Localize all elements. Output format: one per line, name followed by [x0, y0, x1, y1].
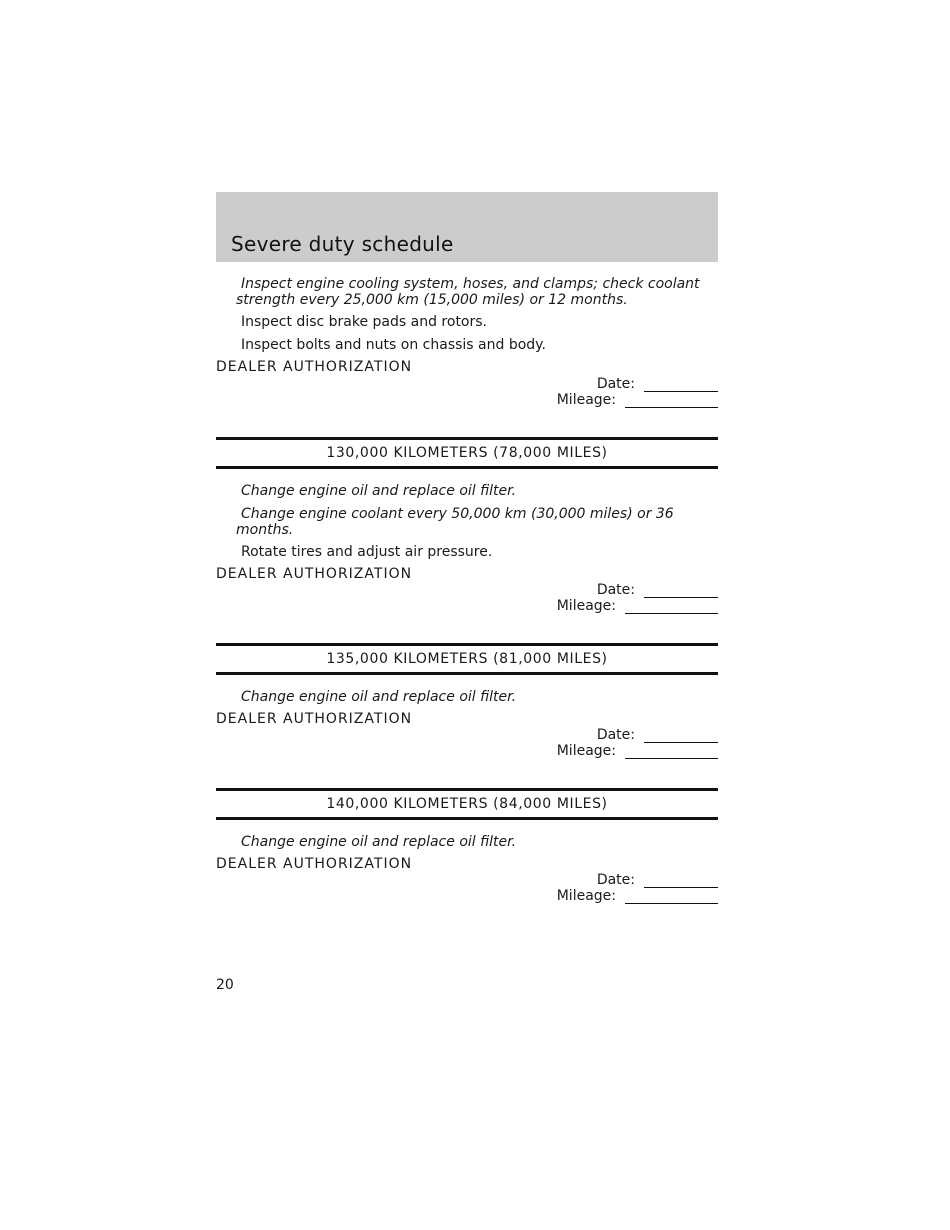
- dealer-authorization-label: DEALER AUTHORIZATION: [216, 359, 413, 375]
- list-item: Rotate tires and adjust air pressure.: [241, 544, 493, 560]
- milestone-heading: 140,000 KILOMETERS (84,000 MILES): [216, 788, 718, 820]
- signature-block: [216, 376, 718, 410]
- page-title: Severe duty schedule: [231, 232, 454, 256]
- section-135000: [216, 689, 718, 761]
- mileage-field[interactable]: [625, 393, 718, 408]
- date-label: Date:: [596, 872, 635, 888]
- date-label: Date:: [596, 376, 635, 392]
- dealer-authorization-label: DEALER AUTHORIZATION: [216, 711, 413, 727]
- signature-block: [216, 582, 718, 616]
- dealer-authorization-label: DEALER AUTHORIZATION: [216, 856, 413, 872]
- page-number: 20: [216, 977, 234, 993]
- mileage-field[interactable]: [625, 599, 718, 614]
- mileage-label: Mileage:: [556, 392, 616, 408]
- header-band: [216, 192, 718, 262]
- list-item: Change engine oil and replace oil filter.: [241, 483, 517, 499]
- date-field[interactable]: [644, 873, 718, 888]
- schedule-page: [216, 192, 718, 906]
- mileage-label: Mileage:: [556, 743, 616, 759]
- milestone-heading: 130,000 KILOMETERS (78,000 MILES): [216, 437, 718, 469]
- list-item: Inspect disc brake pads and rotors.: [241, 314, 487, 330]
- signature-block: [216, 872, 718, 906]
- list-item: Change engine oil and replace oil filter.: [241, 689, 517, 705]
- list-item: Inspect engine cooling system, hoses, and clamps; check coolant strength every 25,000 km (15,000 miles) or 12 months.: [236, 276, 700, 308]
- signature-block: [216, 727, 718, 761]
- milestone-heading: 135,000 KILOMETERS (81,000 MILES): [216, 643, 718, 675]
- date-field[interactable]: [644, 583, 718, 598]
- list-item: Inspect bolts and nuts on chassis and body.: [241, 337, 546, 353]
- date-label: Date:: [596, 582, 635, 598]
- date-field[interactable]: [644, 377, 718, 392]
- list-item: Change engine coolant every 50,000 km (30,000 miles) or 36 months.: [236, 506, 674, 538]
- list-item: Change engine oil and replace oil filter.: [241, 834, 517, 850]
- dealer-authorization-label: DEALER AUTHORIZATION: [216, 566, 413, 582]
- mileage-label: Mileage:: [556, 598, 616, 614]
- date-field[interactable]: [644, 728, 718, 743]
- section-130000: [216, 483, 718, 616]
- mileage-field[interactable]: [625, 744, 718, 759]
- section-140000: [216, 834, 718, 906]
- mileage-field[interactable]: [625, 889, 718, 904]
- mileage-label: Mileage:: [556, 888, 616, 904]
- section-continued: [216, 276, 718, 410]
- date-label: Date:: [596, 727, 635, 743]
